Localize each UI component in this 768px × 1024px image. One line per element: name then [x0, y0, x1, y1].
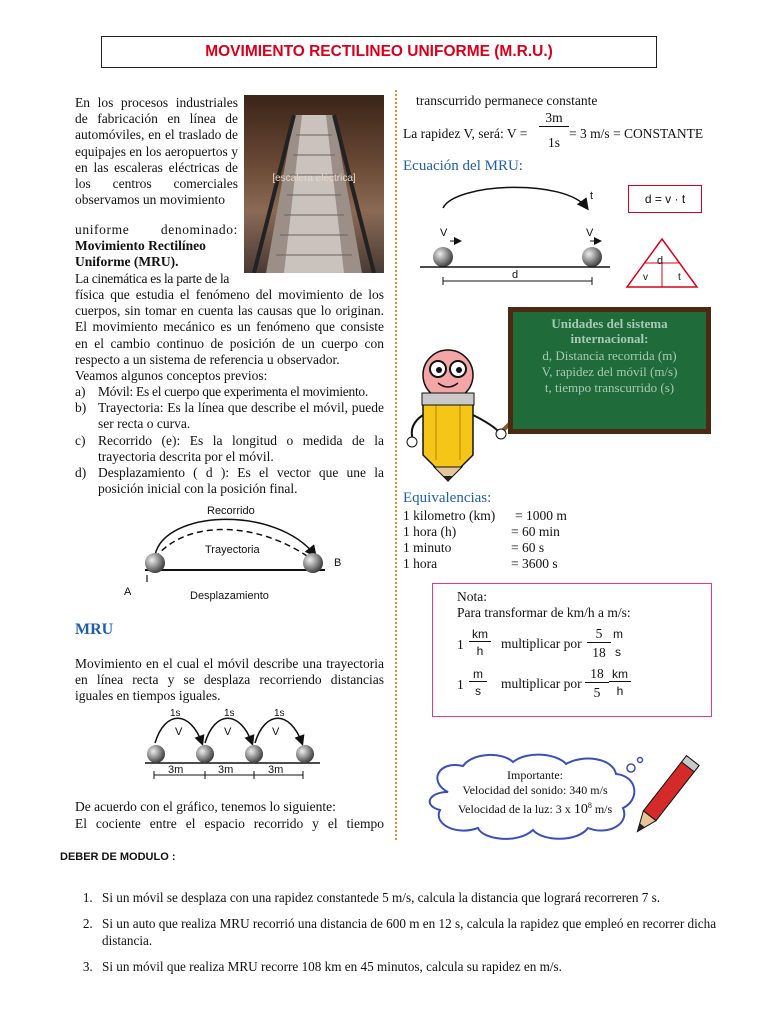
deber-item: 3. Si un móvil que realiza MRU recorre 108 km en 45 minutos, calcula su rapidez en m/s.: [96, 958, 756, 975]
deber-item: 1. Si un móvil se desplaza con una rapidez constantede 5 m/s, calcula la distancia que logrará recorreren 7 s.: [96, 889, 756, 906]
diagram-t-label: t: [590, 190, 594, 202]
nota-line: Para transformar de km/h a m/s:: [457, 605, 631, 620]
triangle-v: v: [643, 272, 648, 283]
rapidez-numerator: 3m: [539, 110, 569, 127]
escalator-photo: [244, 95, 384, 273]
concept-item: a) Móvil: Es el cuerpo que experimenta el movimiento.: [75, 384, 368, 399]
nota-unit: m s: [613, 627, 623, 659]
triangle-t: t: [678, 272, 681, 283]
time-label-1: 1s: [170, 708, 181, 719]
grafico-text: De acuerdo con el gráfico, tenemos lo siguiente:: [75, 799, 336, 814]
label-a: A: [124, 586, 132, 598]
title-box: [101, 36, 657, 68]
cinematica-text: física que estudia el fenómeno del movimiento de los cuerpos, sin tomar en cuenta las causas que lo originan. El movimiento mecánico es un fenómeno que consiste en el cambio continuo de posición de un cuerpo con respecto a un sistema de referencia u observador.: [75, 287, 384, 367]
deber-heading: DEBER DE MODULO :: [60, 851, 176, 863]
nota-title: Nota:: [457, 589, 487, 604]
nota-frac: km h: [469, 627, 491, 658]
nota-mult: multiplicar por: [501, 636, 582, 651]
board-line: V, rapidez del móvil (m/s): [541, 364, 678, 379]
mru-heading: MRU: [75, 621, 114, 638]
cociente-text: El cociente entre el espacio recorrido y el tiempo: [75, 816, 384, 831]
intro-uniforme: uniforme denominado:: [75, 222, 238, 237]
concept-item: c) Recorrido (e): Es la longitud o medida de la trayectoria descrita por el móvil.: [75, 432, 384, 464]
deber-item: 2. Si un auto que realiza MRU recorrió una distancia de 600 m en 12 s, calcula la rapidez que empleó en recorrer dicha distancia.: [96, 915, 756, 949]
intro-bold-term: Movimiento Rectilíneo Uniforme (MRU).: [75, 238, 206, 270]
formula-box: d = v · t: [628, 185, 702, 213]
intro-text: En los procesos industriales de fabricación en línea de automóviles, en el traslado de equipajes en los aeropuertos y en las escaleras eléctricas de los centros comerciales observamos un movimiento: [75, 95, 238, 208]
nota-unit: km h: [609, 667, 631, 698]
time-label-2: 1s: [224, 708, 235, 719]
photo-placeholder: [escalera eléctrica]: [272, 173, 356, 184]
label-recorrido: Recorrido: [207, 505, 255, 517]
red-pencil-icon: [622, 750, 702, 850]
nota-mult: multiplicar por: [501, 676, 582, 691]
label-desplazamiento: Desplazamiento: [190, 590, 269, 602]
equivalencia-row: 1 hora (h) = 60 min: [403, 524, 560, 539]
nota-one: 1: [457, 677, 464, 692]
concepts-list: [75, 384, 384, 497]
equivalencias-table: [403, 508, 643, 572]
rapidez-suffix: = 3 m/s = CONSTANTE: [569, 126, 704, 141]
page-title: MOVIMIENTO RECTILINEO UNIFORME (M.R.U.): [205, 43, 553, 60]
label-trayectoria: Trayectoria: [205, 544, 260, 556]
nota-frac: m s: [469, 667, 487, 698]
board-title-1: Unidades del sistema: [551, 316, 668, 331]
triangle-d: d: [657, 255, 664, 267]
time-label-3: 1s: [274, 708, 285, 719]
dist-label-2: 3m: [218, 764, 234, 776]
diagram-d-label: d: [512, 269, 519, 281]
equivalencia-row: 1 kilometro (km) = 1000 m: [403, 508, 567, 523]
diagram-v-label-2: V: [586, 227, 594, 239]
nota-factor: 5 18: [587, 626, 611, 661]
board-title-2: internacional:: [570, 331, 649, 346]
importante-sonido: Velocidad del sonido: 340 m/s: [462, 783, 608, 797]
deber-list: [60, 889, 756, 984]
importante-text: [442, 768, 628, 817]
importante-title: Importante:: [507, 768, 563, 782]
dist-label-1: 3m: [168, 764, 184, 776]
rapidez-prefix: La rapidez V, será: V =: [403, 126, 528, 141]
v-label-3: V: [272, 726, 280, 738]
importante-luz: Velocidad de la luz: 3 x $10^8$ m/s: [457, 801, 613, 817]
units-board: [508, 307, 711, 434]
veamos-text: Veamos algunos conceptos previos:: [75, 368, 268, 383]
ecuacion-heading: Ecuación del MRU:: [403, 158, 523, 174]
board-line: d, Distancia recorrida (m): [542, 348, 677, 363]
transcurrido-text: transcurrido permanece constante: [416, 93, 598, 108]
nota-one: 1: [457, 637, 464, 652]
label-b: B: [334, 557, 342, 569]
concept-item: d) Desplazamiento ( d ): Es el vector que une la posición inicial con la posición final.: [75, 465, 384, 497]
equivalencias-heading: Equivalencias:: [403, 490, 492, 506]
equivalencia-row: 1 minuto = 60 s: [403, 540, 545, 555]
concept-item: b) Trayectoria: Es la línea que describe el móvil, puede ser recta o curva.: [75, 400, 384, 432]
diagram-v-label-1: V: [440, 227, 448, 239]
v-label-1: V: [175, 726, 183, 738]
board-line: t, tiempo transcurrido (s): [544, 380, 675, 395]
equivalencia-row: 1 hora = 3600 s: [403, 556, 558, 571]
nota-box: [432, 583, 712, 717]
dist-label-3: 3m: [268, 764, 284, 776]
v-label-2: V: [224, 726, 232, 738]
column-divider: [395, 90, 397, 840]
mru-definition: Movimiento en el cual el móvil describe una trayectoria en línea recta y se desplaza recorriendo distancias iguales en tiempos iguales.: [75, 656, 384, 704]
intro-cinematica-short: La cinemática es la parte de la: [75, 271, 230, 286]
nota-factor: 18 5: [585, 666, 609, 701]
rapidez-denominator: 1s: [547, 135, 560, 150]
